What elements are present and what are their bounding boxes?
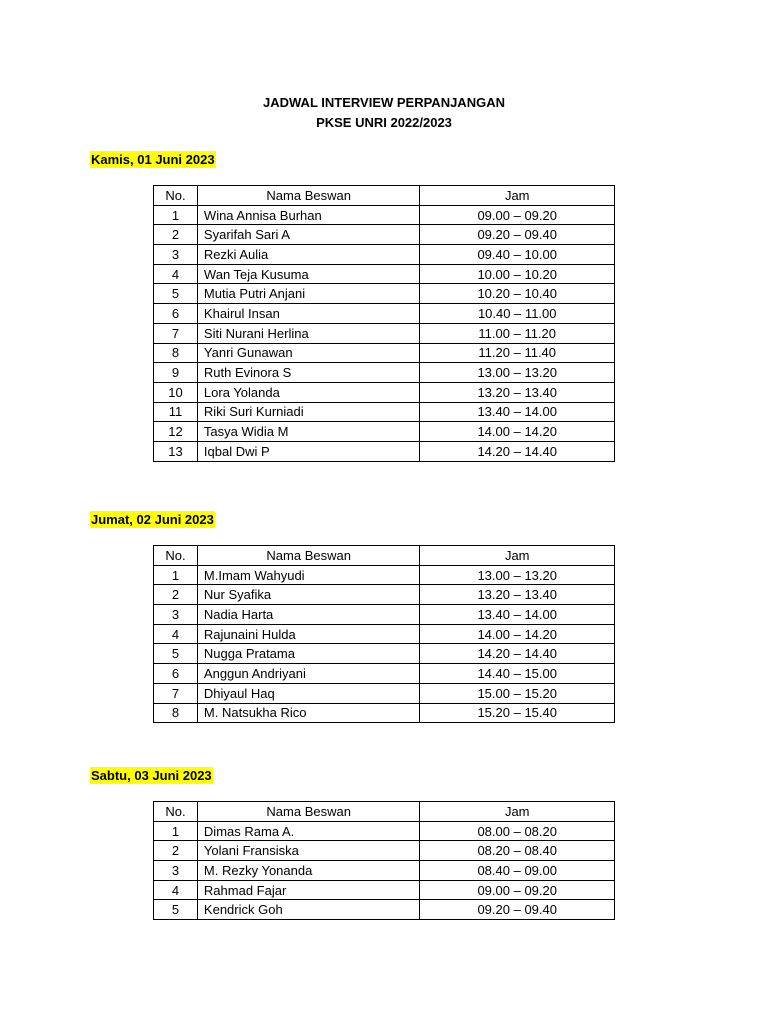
beswan-name: M. Natsukha Rico — [197, 703, 420, 723]
table-header-row — [154, 186, 615, 206]
interview-time: 08.00 – 08.20 — [420, 821, 615, 841]
table-row — [154, 565, 615, 585]
row-number: 8 — [154, 703, 198, 723]
interview-time: 14.00 – 14.20 — [420, 624, 615, 644]
table-row — [154, 644, 615, 664]
interview-time: 09.00 – 09.20 — [420, 205, 615, 225]
row-number: 11 — [154, 402, 198, 422]
row-number: 6 — [154, 304, 198, 324]
table-row — [154, 402, 615, 422]
interview-time: 09.00 – 09.20 — [420, 880, 615, 900]
beswan-name: Riki Suri Kurniadi — [197, 402, 420, 422]
schedule-table-kamis — [153, 185, 615, 462]
column-header-no: No. — [154, 546, 198, 566]
beswan-name: Mutia Putri Anjani — [197, 284, 420, 304]
interview-time: 13.20 – 13.40 — [420, 382, 615, 402]
table-header-row — [154, 546, 615, 566]
table-row — [154, 343, 615, 363]
beswan-name: Kendrick Goh — [197, 900, 420, 920]
day-heading-sabtu: Sabtu, 03 Juni 2023 — [91, 768, 212, 783]
table-row — [154, 861, 615, 881]
row-number: 3 — [154, 861, 198, 881]
interview-time: 09.20 – 09.40 — [420, 225, 615, 245]
row-number: 1 — [154, 565, 198, 585]
row-number: 5 — [154, 900, 198, 920]
interview-time: 10.20 – 10.40 — [420, 284, 615, 304]
beswan-name: Anggun Andriyani — [197, 664, 420, 684]
column-header-name: Nama Beswan — [197, 546, 420, 566]
table-row — [154, 245, 615, 265]
column-header-jam: Jam — [420, 546, 615, 566]
beswan-name: Wina Annisa Burhan — [197, 205, 420, 225]
interview-time: 09.40 – 10.00 — [420, 245, 615, 265]
row-number: 13 — [154, 441, 198, 461]
row-number: 4 — [154, 264, 198, 284]
row-number: 7 — [154, 683, 198, 703]
beswan-name: Nadia Harta — [197, 605, 420, 625]
row-number: 2 — [154, 841, 198, 861]
column-header-no: No. — [154, 186, 198, 206]
interview-time: 10.40 – 11.00 — [420, 304, 615, 324]
interview-time: 15.20 – 15.40 — [420, 703, 615, 723]
beswan-name: Nur Syafika — [197, 585, 420, 605]
table-row — [154, 624, 615, 644]
table-row — [154, 382, 615, 402]
table-row — [154, 422, 615, 442]
beswan-name: Rezki Aulia — [197, 245, 420, 265]
beswan-name: Nugga Pratama — [197, 644, 420, 664]
interview-time: 11.00 – 11.20 — [420, 323, 615, 343]
day-heading-kamis: Kamis, 01 Juni 2023 — [91, 152, 215, 167]
row-number: 4 — [154, 880, 198, 900]
beswan-name: Ruth Evinora S — [197, 363, 420, 383]
interview-time: 13.20 – 13.40 — [420, 585, 615, 605]
row-number: 5 — [154, 644, 198, 664]
table-row — [154, 664, 615, 684]
interview-time: 14.20 – 14.40 — [420, 644, 615, 664]
table-row — [154, 821, 615, 841]
interview-time: 11.20 – 11.40 — [420, 343, 615, 363]
beswan-name: Siti Nurani Herlina — [197, 323, 420, 343]
beswan-name: Dhiyaul Haq — [197, 683, 420, 703]
row-number: 3 — [154, 245, 198, 265]
row-number: 5 — [154, 284, 198, 304]
table-row — [154, 441, 615, 461]
interview-time: 10.00 – 10.20 — [420, 264, 615, 284]
table-row — [154, 880, 615, 900]
beswan-name: Tasya Widia M — [197, 422, 420, 442]
table-row — [154, 284, 615, 304]
row-number: 4 — [154, 624, 198, 644]
column-header-name: Nama Beswan — [197, 802, 420, 822]
beswan-name: Yolani Fransiska — [197, 841, 420, 861]
column-header-no: No. — [154, 802, 198, 822]
beswan-name: Lora Yolanda — [197, 382, 420, 402]
interview-time: 14.20 – 14.40 — [420, 441, 615, 461]
row-number: 6 — [154, 664, 198, 684]
document-title: JADWAL INTERVIEW PERPANJANGAN — [263, 95, 505, 110]
beswan-name: M. Rezky Yonanda — [197, 861, 420, 881]
table-row — [154, 900, 615, 920]
beswan-name: Khairul Insan — [197, 304, 420, 324]
table-header-row — [154, 802, 615, 822]
table-row — [154, 225, 615, 245]
interview-time: 14.40 – 15.00 — [420, 664, 615, 684]
interview-time: 08.40 – 09.00 — [420, 861, 615, 881]
table-row — [154, 205, 615, 225]
row-number: 3 — [154, 605, 198, 625]
document-subtitle: PKSE UNRI 2022/2023 — [316, 115, 452, 130]
table-row — [154, 605, 615, 625]
interview-time: 09.20 – 09.40 — [420, 900, 615, 920]
table-row — [154, 703, 615, 723]
interview-time: 13.00 – 13.20 — [420, 565, 615, 585]
row-number: 8 — [154, 343, 198, 363]
row-number: 2 — [154, 225, 198, 245]
interview-time: 13.00 – 13.20 — [420, 363, 615, 383]
beswan-name: M.Imam Wahyudi — [197, 565, 420, 585]
beswan-name: Wan Teja Kusuma — [197, 264, 420, 284]
schedule-table-jumat — [153, 545, 615, 723]
column-header-jam: Jam — [420, 186, 615, 206]
table-row — [154, 363, 615, 383]
schedule-table-sabtu — [153, 801, 615, 920]
row-number: 1 — [154, 821, 198, 841]
table-row — [154, 323, 615, 343]
table-row — [154, 683, 615, 703]
interview-time: 13.40 – 14.00 — [420, 605, 615, 625]
table-row — [154, 264, 615, 284]
row-number: 7 — [154, 323, 198, 343]
column-header-name: Nama Beswan — [197, 186, 420, 206]
table-row — [154, 585, 615, 605]
interview-time: 13.40 – 14.00 — [420, 402, 615, 422]
column-header-jam: Jam — [420, 802, 615, 822]
table-row — [154, 841, 615, 861]
beswan-name: Rahmad Fajar — [197, 880, 420, 900]
beswan-name: Syarifah Sari A — [197, 225, 420, 245]
row-number: 10 — [154, 382, 198, 402]
interview-time: 14.00 – 14.20 — [420, 422, 615, 442]
interview-time: 15.00 – 15.20 — [420, 683, 615, 703]
table-row — [154, 304, 615, 324]
beswan-name: Dimas Rama A. — [197, 821, 420, 841]
beswan-name: Yanri Gunawan — [197, 343, 420, 363]
row-number: 2 — [154, 585, 198, 605]
interview-time: 08.20 – 08.40 — [420, 841, 615, 861]
row-number: 12 — [154, 422, 198, 442]
row-number: 9 — [154, 363, 198, 383]
beswan-name: Rajunaini Hulda — [197, 624, 420, 644]
day-heading-jumat: Jumat, 02 Juni 2023 — [91, 512, 214, 527]
beswan-name: Iqbal Dwi P — [197, 441, 420, 461]
row-number: 1 — [154, 205, 198, 225]
